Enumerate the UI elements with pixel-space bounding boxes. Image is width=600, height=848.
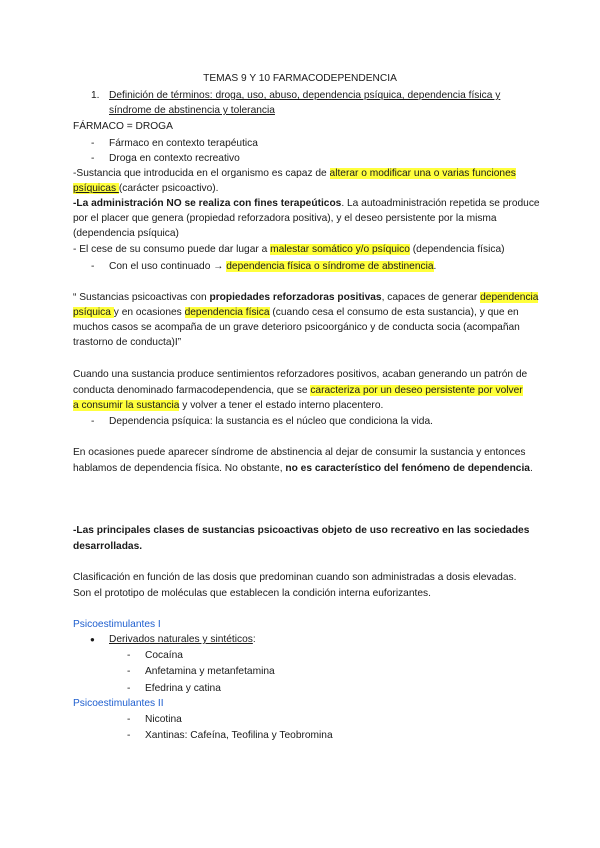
paragraph-line — [73, 291, 538, 305]
bullet-item — [109, 633, 256, 647]
paragraph-line: por el placer que genera (propiedad reforzadora positiva), y el deseo persistente por la misma — [73, 213, 497, 224]
paragraph-line — [73, 182, 219, 196]
dash-marker: - — [91, 416, 95, 427]
paragraph-line — [73, 167, 516, 181]
dash-marker: - — [127, 650, 131, 661]
list-item: Nicotina — [145, 714, 182, 725]
paragraph-line: (dependencia psíquica) — [73, 228, 179, 239]
text-run: . — [529, 463, 533, 474]
bullet-icon: ● — [90, 635, 95, 644]
text-run: hablamos de dependencia física. No obstante, — [73, 463, 286, 474]
highlighted-text: dependencia física — [184, 307, 270, 318]
text-run: y volver a tener el estado interno placentero. — [179, 400, 384, 411]
farmaco-equation: FÁRMACO = DROGA — [73, 121, 173, 132]
paragraph-line — [73, 399, 383, 413]
category-label: Psicoestimulantes II — [73, 698, 164, 709]
paragraph-line — [73, 384, 523, 398]
paragraph-line — [73, 243, 505, 257]
list-item: Efedrina y catina — [145, 683, 221, 694]
highlighted-text: a consumir la sustancia — [73, 400, 180, 411]
text-run: . — [433, 261, 437, 272]
bold-text: propiedades reforzadoras positivas — [209, 292, 382, 303]
list-item: Dependencia psíquica: la sustancia es el núcleo que condiciona la vida. — [109, 416, 433, 427]
text-run: “ Sustancias psicoactivas con — [73, 292, 210, 303]
list-item — [109, 260, 436, 274]
paragraph-line — [73, 306, 519, 320]
paragraph-line: En ocasiones puede aparecer síndrome de abstinencia al dejar de consumir la sustancia y entonces — [73, 447, 526, 458]
text-run: , capaces de generar — [381, 292, 481, 303]
section-heading-line2: síndrome de abstinencia y tolerancia — [109, 105, 275, 116]
list-item: Xantinas: Cafeína, Teofilina y Teobromina — [145, 730, 333, 741]
text-run: (dependencia física) — [409, 244, 505, 255]
text-run: conducta denominado farmacodependencia, que se — [73, 385, 311, 396]
highlighted-text: malestar somático y/o psíquico — [270, 244, 410, 255]
dash-marker: - — [91, 153, 95, 164]
paragraph-line: Son el prototipo de moléculas que establecen la condición interna euforizantes. — [73, 588, 431, 599]
section-heading-line1: Definición de términos: droga, uso, abuso, dependencia psíquica, dependencia física y — [109, 90, 501, 101]
paragraph-line — [73, 197, 540, 211]
highlighted-text: dependencia — [480, 292, 539, 303]
text-run: . La autoadministración repetida se produce — [341, 198, 540, 209]
list-item: Droga en contexto recreativo — [109, 153, 240, 164]
bold-text: no es característico del fenómeno de dependencia — [285, 463, 530, 474]
text-run: (carácter psicoactivo). — [118, 183, 219, 194]
dash-marker: - — [127, 666, 131, 677]
text-run: y en ocasiones — [113, 307, 185, 318]
dash-marker: - — [127, 714, 131, 725]
paragraph-line: muchos casos se acompaña de un grave deterioro psicoorgánico y de conducta socia (acompañan — [73, 322, 520, 333]
dash-marker: - — [127, 683, 131, 694]
heading-number: 1. — [91, 90, 100, 101]
highlighted-text: dependencia física o síndrome de abstinencia — [226, 261, 434, 272]
text-run: Con el uso continuado → — [109, 261, 227, 272]
text-run: - El cese de su consumo puede dar lugar a — [73, 244, 271, 255]
highlighted-text: psíquicas — [73, 183, 119, 194]
list-item: Fármaco en contexto terapéutica — [109, 138, 258, 149]
dash-marker: - — [127, 730, 131, 741]
underlined-text: Derivados naturales y sintéticos — [109, 634, 253, 645]
list-item: Anfetamina y metanfetamina — [145, 666, 275, 677]
paragraph-line: trastorno de conducta)I” — [73, 337, 182, 348]
text-run: -Sustancia que introducida en el organismo es capaz de — [73, 168, 330, 179]
paragraph-line — [73, 462, 533, 476]
text-run: (cuando cesa el consumo de esta sustancia), y que en — [269, 307, 519, 318]
highlighted-text: caracteriza por un deseo persistente por volver — [310, 385, 523, 396]
text-run: : — [252, 634, 256, 645]
paragraph-line: Cuando una sustancia produce sentimientos reforzadores positivos, acaban generando un patrón de — [73, 369, 528, 380]
category-label: Psicoestimulantes I — [73, 619, 161, 630]
highlighted-text: alterar o modificar una o varias funciones — [329, 168, 516, 179]
subheading-line1: -Las principales clases de sustancias psicoactivas objeto de uso recreativo en las sociedades — [73, 525, 530, 536]
paragraph-line: Clasificación en función de las dosis que predominan cuando son administradas a dosis elevadas. — [73, 572, 517, 583]
dash-marker: - — [91, 138, 95, 149]
bold-text: -La administración NO se realiza con fines terapeúticos — [73, 198, 342, 209]
highlighted-text: psíquica — [73, 307, 114, 318]
dash-marker: - — [91, 261, 95, 272]
document-title: TEMAS 9 Y 10 FARMACODEPENDENCIA — [203, 73, 397, 84]
subheading-line2: desarrolladas. — [73, 541, 143, 552]
list-item: Cocaína — [145, 650, 183, 661]
